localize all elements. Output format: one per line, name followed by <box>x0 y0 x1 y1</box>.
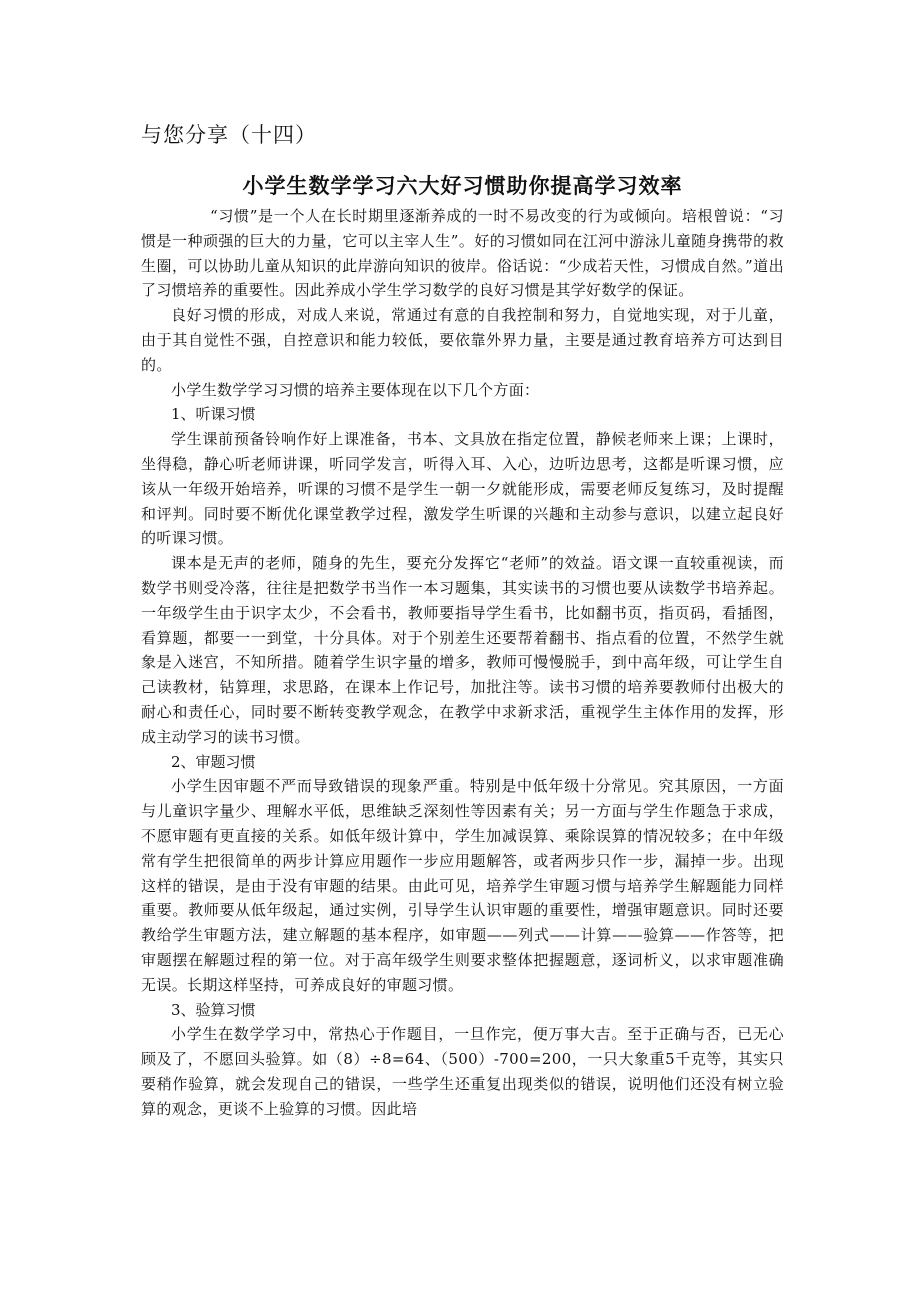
section-3-paragraph-1: 小学生在数学学习中，常热心于作题目，一旦作完，便万事大吉。至于正确与否，已无心顾及了，不愿回头验算。如（8）÷8=64、（500）-700=200，一只大象重5千克等，其实只要稍作验算，就会发现自己的错误，一些学生还重复出现类似的错误，说明他们还没有树立验算的观念，更谈不上验算的习惯。因此培 <box>141 1025 784 1118</box>
intro-paragraph-1: “习惯”是一个人在长时期里逐渐养成的一时不易改变的行为或倾向。培根曾说：“习惯是一种顽强的巨大的力量，它可以主宰人生”。好的习惯如同在江河中游泳儿童随身携带的救生圈，可以协助儿童从知识的此岸游向知识的彼岸。俗话说：“少成若天性，习惯成自然。”道出了习惯培养的重要性。因此养成小学生学习数学的良好习惯是其学好数学的保证。 <box>141 207 784 300</box>
document-page <box>141 120 784 1121</box>
section-1-paragraph-2: 课本是无声的老师，随身的先生，要充分发挥它“老师”的效益。语文课一直较重视读，而数学书则受冷落，往往是把数学书当作一本习题集，其实读书的习惯也要从读数学书培养起。一年级学生由于识字太少，不会看书，教师要指导学生看书，比如翻书页，指页码，看插图，看算题，都要一一到堂，十分具体。对于个别差生还要帮着翻书、指点看的位置，不然学生就象是入迷宫，不知所措。随着学生识字量的增多，教师可慢慢脱手，到中高年级，可让学生自己读教材，钻算理，求思路，在课本上作记号，加批注等。读书习惯的培养要教师付出极大的耐心和责任心，同时要不断转变教学观念，在教学中求新求活，重视学生主体作用的发挥，形成主动学习的读书习惯。 <box>141 554 784 746</box>
intro-paragraph-3: 小学生数学学习习惯的培养主要体现在以下几个方面： <box>171 380 540 399</box>
series-title: 与您分享（十四） <box>141 123 317 147</box>
section-1-paragraph-1: 学生课前预备铃响作好上课准备，书本、文具放在指定位置，静候老师来上课；上课时，坐得稳，静心听老师讲课，听同学发言，听得入耳、入心，边听边思考，这都是听课习惯，应该从一年级开始培养，听课的习惯不是学生一朝一夕就能形成，需要老师反复练习，及时提醒和评判。同时要不断优化课堂教学过程，激发学生听课的兴趣和主动参与意识，以建立起良好的听课习惯。 <box>141 430 784 548</box>
section-3-heading: 3、验算习惯 <box>171 1000 256 1019</box>
article-title: 小学生数学学习六大好习惯助你提高学习效率 <box>242 174 683 198</box>
section-2-heading: 2、审题习惯 <box>171 752 256 771</box>
section-2-paragraph-1: 小学生因审题不严而导致错误的现象严重。特别是中低年级十分常见。究其原因，一方面与儿童识字量少、理解水平低，思维缺乏深刻性等因素有关；另一方面与学生作题急于求成，不愿审题有更直接的关系。如低年级计算中，学生加减误算、乘除误算的情况较多；在中年级常有学生把很简单的两步计算应用题作一步应用题解答，或者两步只作一步，漏掉一步。出现这样的错误，是由于没有审题的结果。由此可见，培养学生审题习惯与培养学生解题能力同样重要。教师要从低年级起，通过实例，引导学生认识审题的重要性，增强审题意识。同时还要教给学生审题方法，建立解题的基本程序，如审题——列式——计算——验算——作答等，把审题摆在解题过程的第一位。对于高年级学生则要求整体把握题意，逐词析义，以求审题准确无误。长期这样坚持，可养成良好的审题习惯。 <box>141 777 784 994</box>
intro-paragraph-2: 良好习惯的形成，对成人来说，常通过有意的自我控制和努力，自觉地实现，对于儿童，由于其自觉性不强，自控意识和能力较低，要依靠外界力量，主要是通过教育培养方可达到目的。 <box>141 306 784 374</box>
section-1-heading: 1、听课习惯 <box>171 405 256 424</box>
